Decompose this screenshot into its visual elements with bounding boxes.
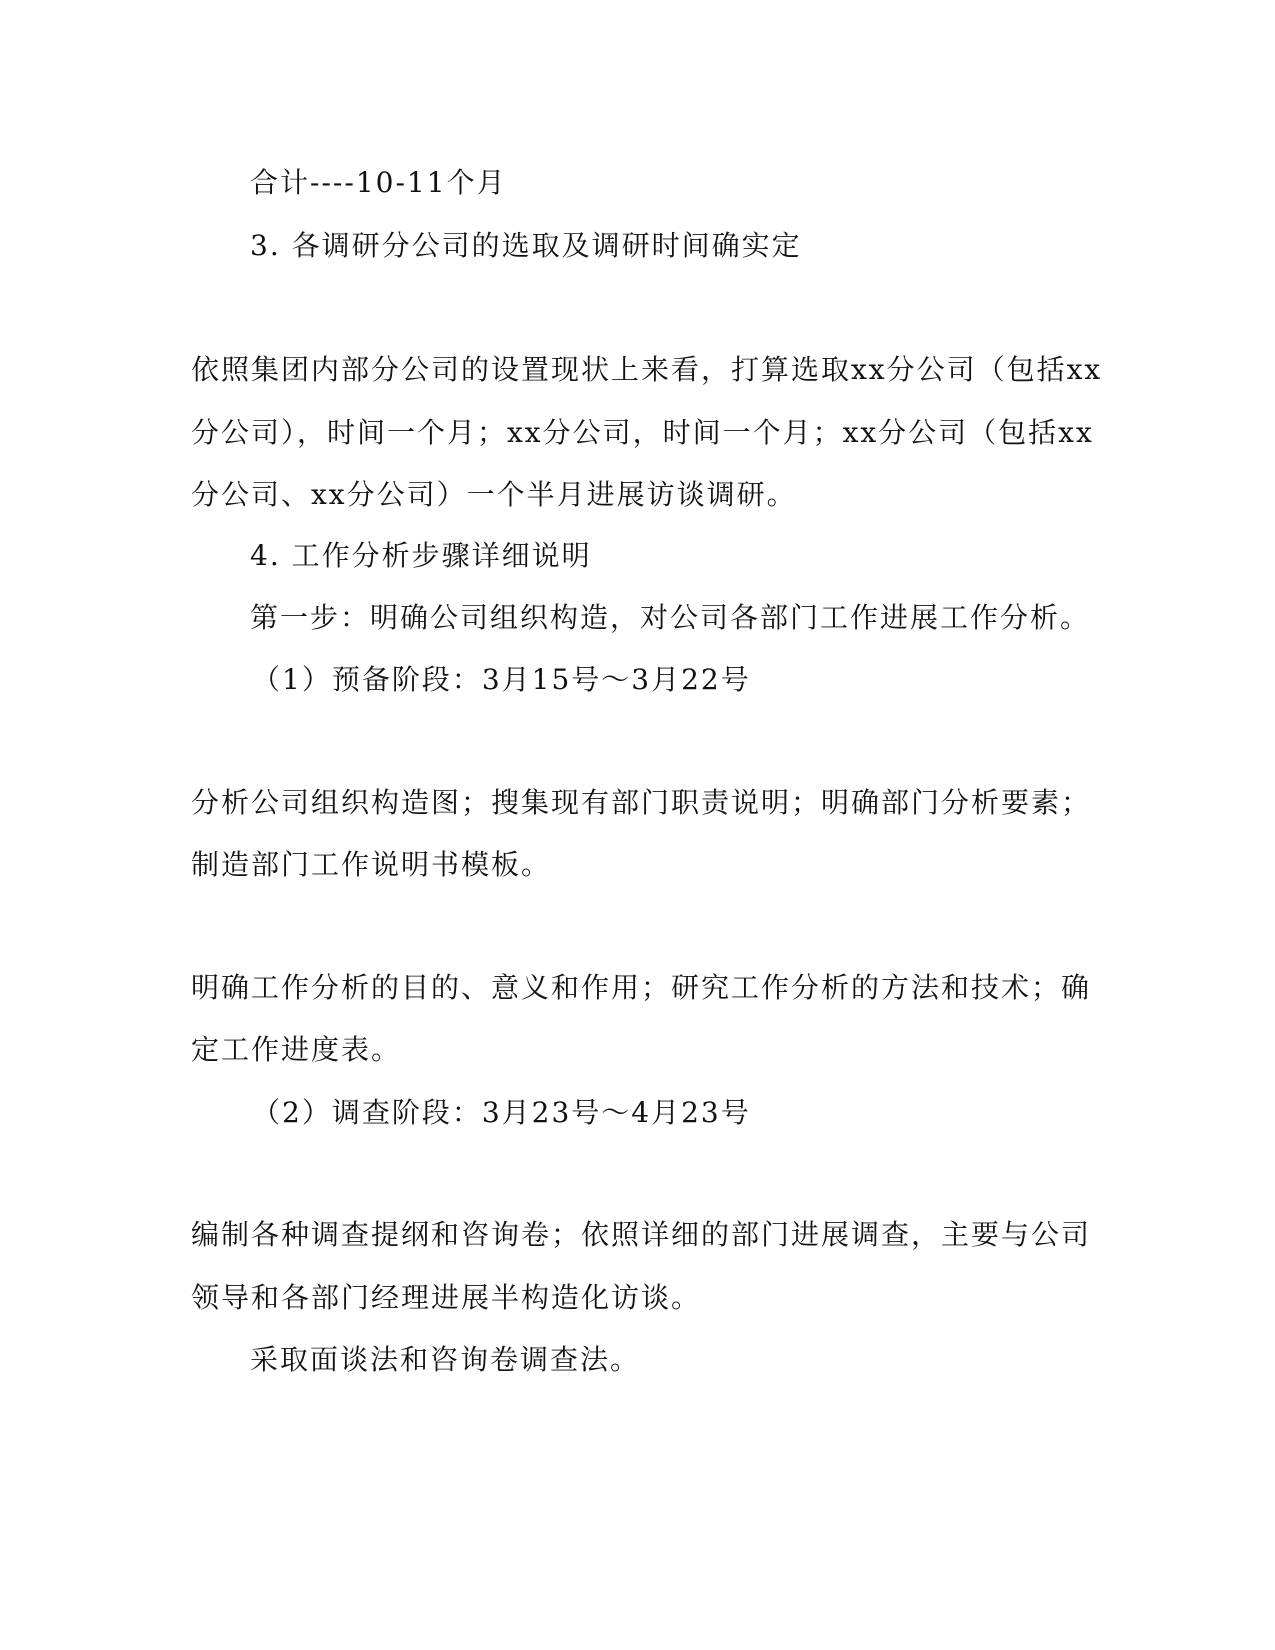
step-one-line: 第一步：明确公司组织构造，对公司各部门工作进展工作分析。 [250, 601, 1091, 634]
paragraph-line: 分公司），时间一个月；xx分公司，时间一个月；xx分公司（包括xx [191, 416, 1094, 449]
paragraph-line: 编制各种调查提纲和咨询卷；依照详细的部门进展调查，主要与公司 [191, 1218, 1092, 1251]
section-4-heading: 4. 工作分析步骤详细说明 [250, 539, 592, 572]
stage-1-heading: （1）预备阶段：3月15号～3月22号 [252, 663, 751, 696]
section-3-heading: 3. 各调研分公司的选取及调研时间确实定 [250, 229, 802, 262]
method-line: 采取面谈法和咨询卷调查法。 [250, 1343, 641, 1376]
paragraph-line: 制造部门工作说明书模板。 [191, 848, 552, 881]
paragraph-line: 依照集团内部分公司的设置现状上来看，打算选取xx分公司（包括xx [191, 353, 1103, 386]
paragraph-line: 明确工作分析的目的、意义和作用；研究工作分析的方法和技术；确 [191, 971, 1092, 1004]
stage-2-heading: （2）调查阶段：3月23号～4月23号 [252, 1096, 751, 1129]
total-duration-line: 合计----10-11个月 [250, 166, 507, 199]
paragraph-line: 领导和各部门经理进展半构造化访谈。 [191, 1281, 702, 1314]
paragraph-line: 定工作进度表。 [191, 1033, 402, 1066]
paragraph-line: 分公司、xx分公司）一个半月进展访谈调研。 [191, 478, 797, 511]
paragraph-line: 分析公司组织构造图；搜集现有部门职责说明；明确部门分析要素； [191, 786, 1092, 819]
